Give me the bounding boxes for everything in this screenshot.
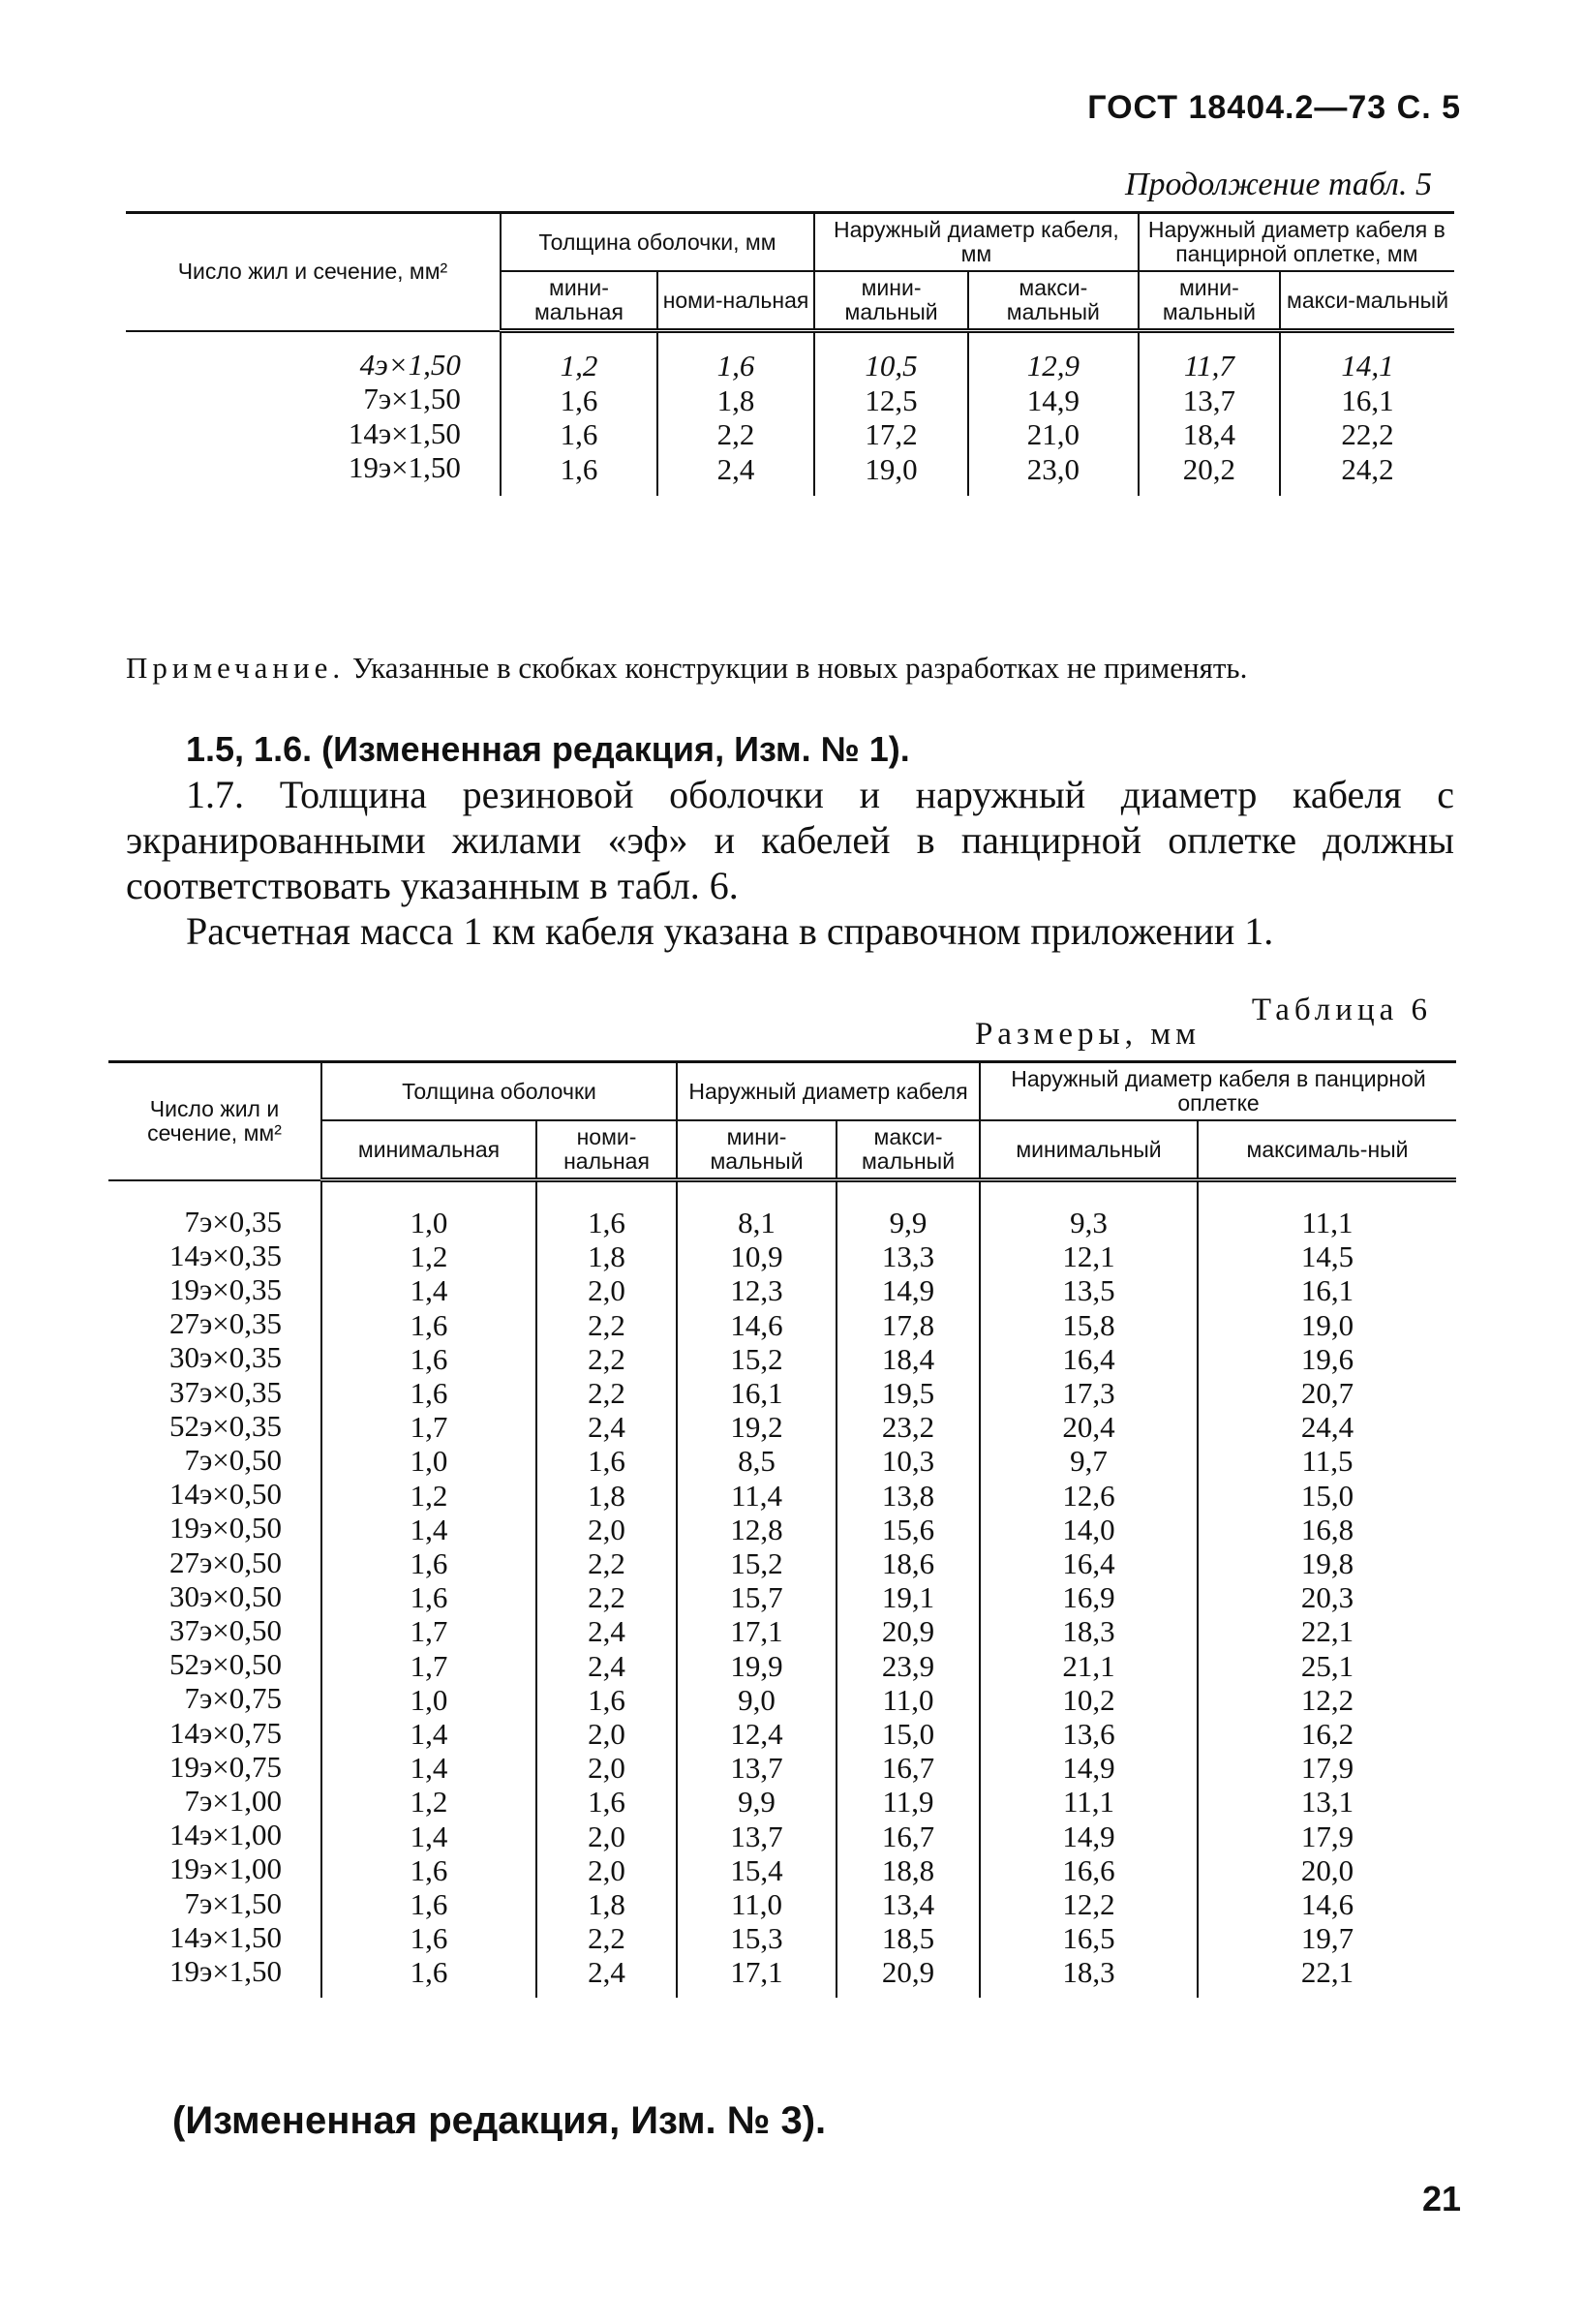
table-cell: 13,3 — [881, 1239, 935, 1274]
table-cell: 2,2 — [588, 1341, 625, 1376]
table-cell: 1,4 — [410, 1819, 448, 1853]
table-cell: 20,7 — [1300, 1376, 1354, 1411]
table-cell: 2,0 — [588, 1512, 625, 1546]
table-cell: 30э×0,35 — [168, 1340, 282, 1375]
table-cell: 1,6 — [410, 1580, 448, 1615]
table-cell: 14э×0,50 — [168, 1477, 282, 1512]
table-cell: 17,9 — [1300, 1751, 1354, 1786]
table5-col-sheath-nom — [657, 331, 814, 497]
table-cell: 19,0 — [865, 451, 918, 486]
table-cell: 2,2 — [588, 1307, 625, 1342]
table-cell: 1,6 — [560, 451, 598, 486]
table-cell: 1,6 — [588, 1206, 625, 1239]
table6-col-armor-min — [980, 1180, 1198, 1998]
body-text — [126, 726, 1454, 954]
table-cell: 1,2 — [410, 1239, 448, 1274]
table5-sub-min-armor: мини-мальный — [1139, 271, 1280, 331]
table-cell: 1,0 — [410, 1444, 448, 1479]
table-cell: 13,7 — [730, 1751, 783, 1786]
table-cell: 18,6 — [881, 1546, 935, 1581]
table-cell: 1,6 — [410, 1341, 448, 1376]
table-cell: 1,8 — [716, 382, 755, 417]
table-cell: 15,3 — [730, 1921, 783, 1956]
table-cell: 1,6 — [410, 1955, 448, 1990]
table-cell: 22,2 — [1341, 417, 1394, 451]
table-cell: 13,7 — [1182, 382, 1235, 417]
table-cell: 12,6 — [1062, 1478, 1115, 1513]
table5-col-header: Число жил и сечение, мм² — [126, 213, 501, 331]
mass-paragraph: Расчетная масса 1 км кабеля указана в справочном приложении 1. — [186, 909, 1274, 953]
table-cell: 20,9 — [881, 1614, 935, 1649]
table-cell: 7э×1,00 — [184, 1783, 282, 1818]
table-cell: 2,2 — [716, 417, 755, 451]
table-cell: 14,5 — [1300, 1239, 1354, 1274]
table-cell: 37э×0,50 — [168, 1612, 282, 1647]
table-cell: 14,9 — [1062, 1751, 1115, 1786]
table-cell: 1,6 — [588, 1444, 625, 1479]
table-cell: 1,6 — [410, 1887, 448, 1922]
table-cell: 8,1 — [738, 1206, 776, 1239]
table-cell: 14э×1,00 — [168, 1818, 282, 1852]
table5-note — [126, 651, 1454, 686]
note-text: Указанные в скобках конструкции в новых разработках не применять. — [351, 651, 1248, 685]
table-cell: 12,3 — [730, 1273, 783, 1308]
table-cell: 21,1 — [1062, 1648, 1115, 1683]
table-cell: 16,6 — [1062, 1852, 1115, 1887]
table-cell: 16,2 — [1300, 1717, 1354, 1752]
table-cell: 13,4 — [881, 1887, 935, 1922]
table-cell: 1,6 — [410, 1921, 448, 1956]
table5-group-diameter: Наружный диаметр кабеля, мм — [814, 213, 1139, 272]
table-cell: 14,9 — [881, 1273, 935, 1308]
table6-col-section — [108, 1180, 321, 1998]
table6 — [108, 1060, 1456, 1998]
table-cell: 19э×1,00 — [168, 1851, 282, 1886]
table-cell: 18,4 — [1182, 417, 1235, 451]
table-cell: 9,7 — [1070, 1444, 1108, 1479]
table-cell: 20,0 — [1300, 1852, 1354, 1887]
table-cell: 13,7 — [730, 1819, 783, 1853]
table-cell: 17,8 — [881, 1307, 935, 1342]
table5-sub-nom: номи-нальная — [657, 271, 814, 331]
table-cell: 1,6 — [410, 1307, 448, 1342]
table6-group-diameter: Наружный диаметр кабеля — [677, 1062, 980, 1121]
table-cell: 19э×0,35 — [168, 1271, 282, 1306]
table-cell: 14э×1,50 — [168, 1919, 282, 1954]
table-cell: 12,4 — [730, 1717, 783, 1752]
table-cell: 12,5 — [865, 382, 918, 417]
table-cell: 2,4 — [716, 451, 755, 486]
page-number: 21 — [1421, 2179, 1461, 2218]
table-cell: 18,5 — [881, 1921, 935, 1956]
table-cell: 24,4 — [1300, 1410, 1354, 1445]
table-cell: 15,6 — [881, 1512, 935, 1546]
table-cell: 15,2 — [730, 1546, 783, 1581]
table-cell: 11,5 — [1301, 1444, 1354, 1479]
note-label: Примечание. — [126, 651, 346, 685]
table6-group-sheath: Толщина оболочки — [321, 1062, 677, 1121]
table-cell: 15,0 — [881, 1717, 935, 1752]
table-cell: 14,0 — [1062, 1512, 1115, 1546]
table-cell: 19,9 — [730, 1648, 783, 1683]
table-cell: 16,4 — [1062, 1546, 1115, 1581]
table-cell: 16,1 — [730, 1376, 783, 1411]
table-cell: 7э×0,75 — [184, 1681, 282, 1716]
table-cell: 18,3 — [1062, 1955, 1115, 1990]
table-cell: 14,9 — [1026, 382, 1080, 417]
table-cell: 2,2 — [588, 1376, 625, 1411]
table-cell: 18,4 — [881, 1341, 935, 1376]
table-cell: 2,0 — [588, 1751, 625, 1786]
table5-sub-min-diam: мини-мальный — [814, 271, 968, 331]
amendment-3: (Измененная редакция, Изм. № 3). — [172, 2099, 827, 2142]
table5-group-sheath: Толщина оболочки, мм — [501, 213, 814, 272]
table6-sub-min-armor: минимальный — [980, 1120, 1198, 1180]
table5-col-section — [126, 331, 501, 497]
table6-group-armor: Наружный диаметр кабеля в панцирной оплетке — [980, 1062, 1456, 1121]
table-cell: 1,7 — [410, 1410, 448, 1445]
table-cell: 16,4 — [1062, 1341, 1115, 1376]
table-cell: 17,2 — [865, 417, 918, 451]
table-cell: 7э×0,50 — [184, 1442, 282, 1477]
table-cell: 1,7 — [410, 1648, 448, 1683]
table-cell: 9,0 — [738, 1682, 776, 1717]
table-cell: 24,2 — [1341, 451, 1394, 486]
table-cell: 1,8 — [588, 1478, 625, 1513]
table6-sizes-label: Размеры, мм — [974, 1017, 1201, 1052]
table-cell: 11,0 — [882, 1682, 934, 1717]
table-cell: 52э×0,50 — [168, 1647, 282, 1682]
table-cell: 13,6 — [1062, 1717, 1115, 1752]
table-cell: 1,7 — [410, 1614, 448, 1649]
table-cell: 19э×1,50 — [348, 450, 461, 484]
table-cell: 1,6 — [560, 382, 598, 417]
table-cell: 16,7 — [881, 1751, 935, 1786]
table-cell: 11,1 — [1062, 1785, 1115, 1819]
table6-sub-max-diam: макси-мальный — [837, 1120, 980, 1180]
table-cell: 52э×0,35 — [168, 1408, 282, 1443]
table-cell: 1,2 — [560, 349, 598, 382]
table-cell: 15,7 — [730, 1580, 783, 1615]
table-cell: 2,2 — [588, 1921, 625, 1956]
table-cell: 25,1 — [1300, 1648, 1354, 1683]
table-cell: 9,9 — [889, 1206, 928, 1239]
table-cell: 2,4 — [588, 1410, 625, 1445]
table6-col-armor-max — [1198, 1180, 1456, 1998]
table-cell: 20,9 — [881, 1955, 935, 1990]
table-cell: 15,4 — [730, 1852, 783, 1887]
table-cell: 13,8 — [881, 1478, 935, 1513]
table-cell: 1,6 — [588, 1785, 625, 1819]
table5-col-armor-min — [1139, 331, 1280, 497]
table-cell: 1,2 — [410, 1785, 448, 1819]
table6-col-diam-max — [837, 1180, 980, 1998]
table-cell: 13,5 — [1062, 1273, 1115, 1308]
table5-col-diam-max — [968, 331, 1139, 497]
table-cell: 16,1 — [1300, 1273, 1354, 1308]
table-cell: 19,0 — [1300, 1307, 1354, 1342]
table-cell: 11,4 — [730, 1478, 783, 1513]
table-cell: 19э×0,50 — [168, 1511, 282, 1545]
table-cell: 1,6 — [410, 1546, 448, 1581]
table-cell: 22,1 — [1300, 1614, 1354, 1649]
table-cell: 18,8 — [881, 1852, 935, 1887]
table-cell: 11,9 — [882, 1785, 934, 1819]
table-cell: 19,2 — [730, 1410, 783, 1445]
paragraph-1-7: 1.7. Толщина резиновой оболочки и наружный диаметр кабеля с экранированными жилами «эф» и кабелей в панцирной оплетке должны соответствовать указанным в табл. 6. — [126, 773, 1454, 907]
table-cell: 1,0 — [410, 1682, 448, 1717]
table-cell: 27э×0,35 — [168, 1306, 282, 1341]
table5-col-diam-min — [814, 331, 968, 497]
table-cell: 19,5 — [881, 1376, 935, 1411]
table-cell: 1,6 — [410, 1376, 448, 1411]
table-cell: 19,8 — [1300, 1546, 1354, 1581]
table5-col-armor-max — [1280, 331, 1454, 497]
table-cell: 17,1 — [730, 1614, 783, 1649]
table-cell: 17,9 — [1300, 1819, 1354, 1853]
table-cell: 1,6 — [410, 1852, 448, 1887]
table-cell: 21,0 — [1026, 417, 1080, 451]
table5-caption: Продолжение табл. 5 — [1124, 167, 1432, 202]
table-cell: 10,3 — [881, 1444, 935, 1479]
table-cell: 15,0 — [1300, 1478, 1354, 1513]
table-cell: 20,3 — [1300, 1580, 1354, 1615]
amendment-1: 1.5, 1.6. (Измененная редакция, Изм. № 1). — [186, 729, 910, 769]
table-cell: 2,0 — [588, 1273, 625, 1308]
table-cell: 1,4 — [410, 1751, 448, 1786]
table5-col-sheath-min — [501, 331, 657, 497]
table6-sub-max-armor: максималь-ный — [1198, 1120, 1456, 1180]
table-cell: 14,6 — [730, 1307, 783, 1342]
table-cell: 2,4 — [588, 1955, 625, 1990]
table-cell: 19,7 — [1300, 1921, 1354, 1956]
table6-col-diam-min — [677, 1180, 837, 1998]
table-cell: 10,9 — [730, 1239, 783, 1274]
table-cell: 11,7 — [1183, 349, 1234, 382]
table5-group-armor: Наружный диаметр кабеля в панцирной оплетке, мм — [1139, 213, 1454, 272]
table-cell: 1,6 — [588, 1682, 625, 1717]
table-cell: 2,0 — [588, 1852, 625, 1887]
table5-sub-max-armor: макси-мальный — [1280, 271, 1454, 331]
table-cell: 16,8 — [1300, 1512, 1354, 1546]
table-cell: 14,6 — [1300, 1887, 1354, 1922]
table6-col-header: Число жил и сечение, мм² — [108, 1062, 321, 1180]
table-cell: 14,9 — [1062, 1819, 1115, 1853]
table-cell: 18,3 — [1062, 1614, 1115, 1649]
table-cell: 1,6 — [716, 349, 755, 382]
table-cell: 2,2 — [588, 1546, 625, 1581]
table6-col-sheath-min — [321, 1180, 536, 1998]
table-cell: 30э×0,50 — [168, 1578, 282, 1613]
table-cell: 2,0 — [588, 1717, 625, 1752]
table5 — [126, 211, 1454, 496]
table-cell: 1,6 — [560, 417, 598, 451]
table-cell: 15,2 — [730, 1341, 783, 1376]
table-cell: 22,1 — [1300, 1955, 1354, 1990]
table-cell: 14,1 — [1341, 349, 1394, 382]
table-cell: 12,9 — [1026, 349, 1080, 382]
table-cell: 1,4 — [410, 1512, 448, 1546]
table-cell: 8,5 — [738, 1444, 776, 1479]
table-cell: 14э×0,75 — [168, 1715, 282, 1750]
table-cell: 27э×0,50 — [168, 1544, 282, 1579]
table-cell: 14э×1,50 — [348, 415, 461, 450]
table5-body — [126, 331, 1454, 497]
table-cell: 9,9 — [738, 1785, 776, 1819]
table-cell: 1,0 — [410, 1206, 448, 1239]
table6-col-sheath-nom — [536, 1180, 677, 1998]
table-cell: 19э×1,50 — [168, 1953, 282, 1988]
table-cell: 2,4 — [588, 1648, 625, 1683]
table-cell: 19,1 — [881, 1580, 935, 1615]
table5-sub-min: мини-мальная — [501, 271, 657, 331]
table-cell: 12,2 — [1300, 1682, 1354, 1717]
table-cell: 16,1 — [1341, 382, 1394, 417]
table-cell: 2,2 — [588, 1580, 625, 1615]
table6-sub-min: минимальная — [321, 1120, 536, 1180]
table-cell: 23,2 — [881, 1410, 935, 1445]
table-cell: 16,9 — [1062, 1580, 1115, 1615]
table-cell: 20,2 — [1182, 451, 1235, 486]
table-cell: 1,4 — [410, 1273, 448, 1308]
table6-caption: Таблица 6 — [1251, 993, 1432, 1027]
table-cell: 1,2 — [410, 1478, 448, 1513]
table-cell: 13,1 — [1300, 1785, 1354, 1819]
page-header: ГОСТ 18404.2—73 С. 5 — [1087, 89, 1461, 126]
table-cell: 23,9 — [881, 1648, 935, 1683]
table-cell: 1,8 — [588, 1887, 625, 1922]
table-cell: 17,1 — [730, 1955, 783, 1990]
table-cell: 19э×0,75 — [168, 1749, 282, 1784]
table-cell: 37э×0,35 — [168, 1374, 282, 1409]
table-cell: 19,6 — [1300, 1341, 1354, 1376]
table-cell: 12,1 — [1062, 1239, 1115, 1274]
table-cell: 12,2 — [1062, 1887, 1115, 1922]
table-cell: 1,4 — [410, 1717, 448, 1752]
table-cell: 17,3 — [1062, 1376, 1115, 1411]
table-cell: 11,1 — [1301, 1206, 1354, 1239]
table-cell: 1,8 — [588, 1239, 625, 1274]
table-cell: 7э×0,35 — [184, 1204, 282, 1238]
table-cell: 10,2 — [1062, 1682, 1115, 1717]
table5-sub-max-diam: макси-мальный — [968, 271, 1139, 331]
table-cell: 10,5 — [865, 349, 918, 382]
table-cell: 16,5 — [1062, 1921, 1115, 1956]
table-cell: 2,4 — [588, 1614, 625, 1649]
table-cell: 23,0 — [1026, 451, 1080, 486]
table-cell: 16,7 — [881, 1819, 935, 1853]
table6-sub-nom: номи-нальная — [536, 1120, 677, 1180]
table-cell: 12,8 — [730, 1512, 783, 1546]
table-cell: 2,0 — [588, 1819, 625, 1853]
table-cell: 7э×1,50 — [184, 1885, 282, 1920]
table-cell: 7э×1,50 — [363, 382, 461, 415]
table-cell: 9,3 — [1070, 1206, 1108, 1239]
table-cell: 11,0 — [730, 1887, 783, 1922]
table6-body — [108, 1180, 1456, 1998]
table-cell: 14э×0,35 — [168, 1238, 282, 1272]
table-cell: 20,4 — [1062, 1410, 1115, 1445]
table-cell: 15,8 — [1062, 1307, 1115, 1342]
table6-sub-min-diam: мини-мальный — [677, 1120, 837, 1180]
table-cell: 4э×1,50 — [359, 347, 461, 382]
